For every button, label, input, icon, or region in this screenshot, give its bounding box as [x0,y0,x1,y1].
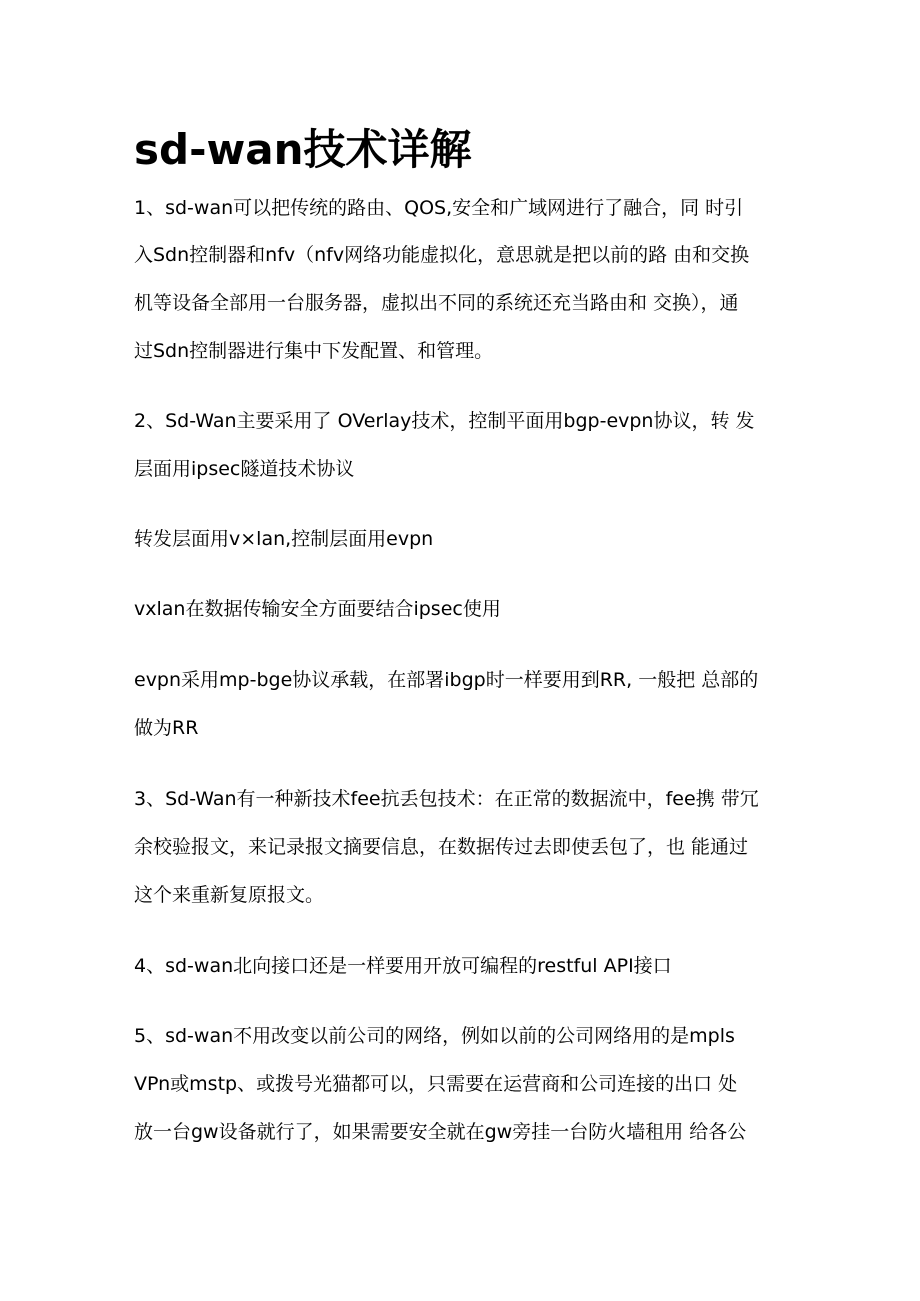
paragraph-1-line-3: 机等设备全部用一台服务器，虚拟出不同的系统还充当路由和 交换），通 [134,292,739,314]
paragraph-5-line-1: evpn采用mp-bge协议承载，在部署ibgp时一样要用到RR, 一般把 总部的 [134,669,759,691]
paragraph-6-line-3: 这个来重新复原报文。 [134,884,325,906]
paragraph-1-line-4: 过Sdn控制器进行集中下发配置、和管理。 [134,340,494,362]
paragraph-6-line-1: 3、Sd-Wan有一种新技术fee抗丢包技术：在正常的数据流中，fee携 带冗 [134,788,759,810]
paragraph-6-line-2: 余校验报文，来记录报文摘要信息，在数据传过去即使丢包了，也 能通过 [134,836,749,858]
paragraph-8-line-3: 放一台gw设备就行了，如果需要安全就在gw旁挂一台防火墙租用 给各公 [134,1121,747,1143]
paragraph-8-line-1: 5、sd-wan不用改变以前公司的网络，例如以前的公司网络用的是mpls [134,1025,735,1047]
paragraph-8-line-2: VPn或mstp、或拨号光猫都可以，只需要在运营商和公司连接的出口 处 [134,1073,738,1095]
paragraph-2-line-2: 层面用ipsec隧道技术协议 [134,458,355,480]
paragraph-7-line-1: 4、sd-wan北向接口还是一样要用开放可编程的restful API接口 [134,955,672,977]
paragraph-2-line-1: 2、Sd-Wan主要采用了 OVerlay技术，控制平面用bgp-evpn协议，转 发 [134,410,755,432]
paragraph-5-line-2: 做为RR [134,717,199,739]
paragraph-3-line-1: 转发层面用v×lan,控制层面用evpn [134,528,434,550]
page-title: sd-wan技术详解 [134,125,472,174]
paragraph-1-line-2: 入Sdn控制器和nfv（nfv网络功能虚拟化，意思就是把以前的路 由和交换 [134,244,750,266]
paragraph-4-line-1: vxlan在数据传输安全方面要结合ipsec使用 [134,598,501,620]
paragraph-1-line-1: 1、sd-wan可以把传统的路由、QOS,安全和广域网进行了融合，同 时引 [134,197,744,219]
